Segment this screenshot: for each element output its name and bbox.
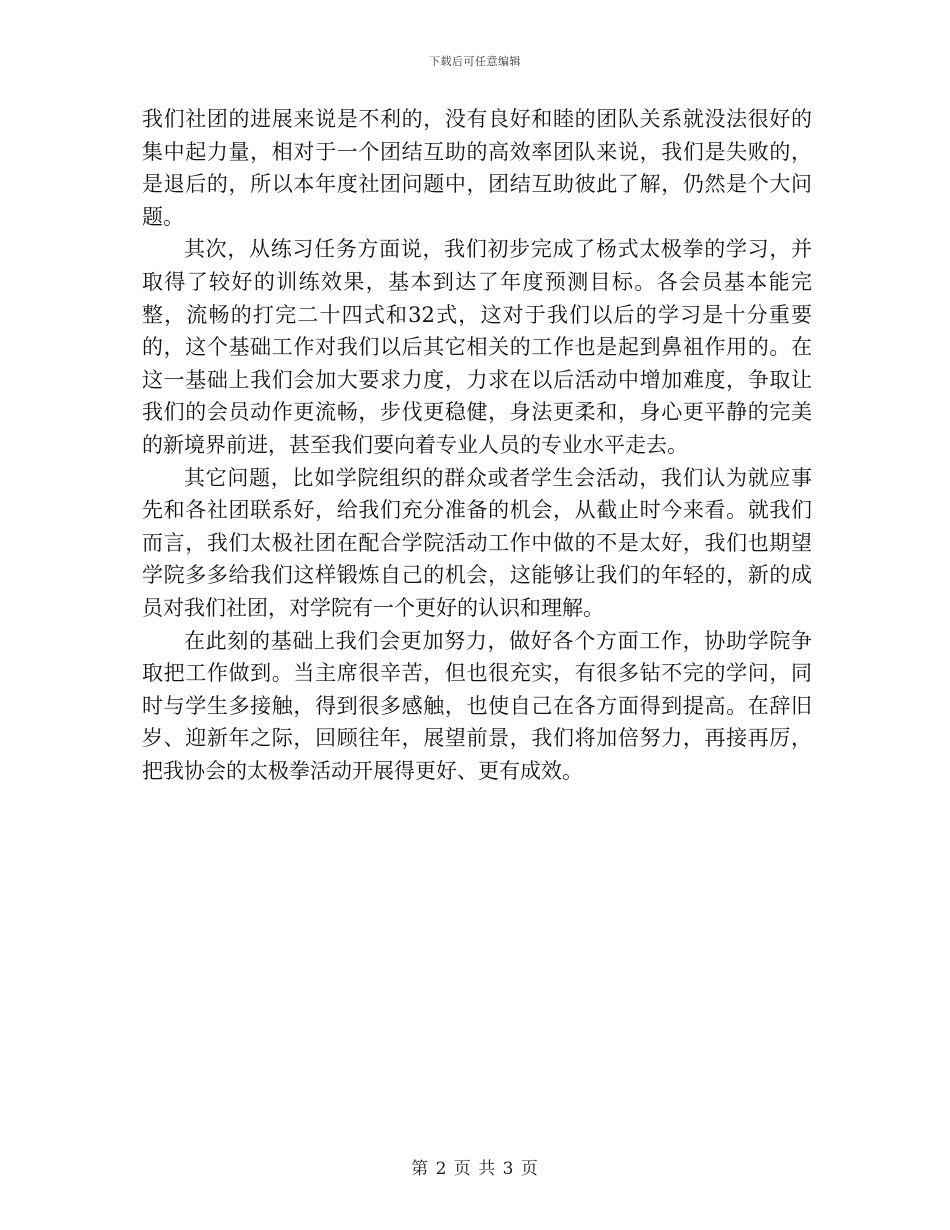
document-body — [142, 103, 812, 787]
paragraph-4: 在此刻的基础上我们会更加努力，做好各个方面工作，协助学院争取把工作做到。当主席很辛苦，但也很充实，有很多钻不完的学问，同时与学生多接触，得到很多感触，也使自己在各方面得到提高。在辞旧岁、迎新年之际，回顾往年，展望前景，我们将加倍努力，再接再厉，把我协会的太极拳活动开展得更好、更有成效。 — [142, 628, 812, 783]
paragraph-1: 我们社团的进展来说是不利的，没有良好和睦的团队关系就没法很好的集中起力量，相对于一个团结互助的高效率团队来说，我们是失败的，是退后的，所以本年度社团问题中，团结互助彼此了解，仍然是个大问题。 — [142, 107, 812, 229]
page-number: 第 2 页 共 3 页 — [411, 1159, 539, 1179]
paragraph-3: 其它问题，比如学院组织的群众或者学生会活动，我们认为就应事先和各社团联系好，给我们充分准备的机会，从截止时今来看。就我们而言，我们太极社团在配合学院活动工作中做的不是太好，我们也期望学院多多给我们这样锻炼自己的机会，这能够让我们的年轻的，新的成员对我们社团，对学院有一个更好的认识和理解。 — [142, 465, 812, 620]
page-header-note: 下载后可任意编辑 — [429, 55, 521, 68]
paragraph-2: 其次，从练习任务方面说，我们初步完成了杨式太极拳的学习，并取得了较好的训练效果，基本到达了年度预测目标。各会员基本能完整，流畅的打完二十四式和32式，这对于我们以后的学习是十分重要的，这个基础工作对我们以后其它相关的工作也是起到鼻祖作用的。在这一基础上我们会加大要求力度，力求在以后活动中增加难度，争取让我们的会员动作更流畅，步伐更稳健，身法更柔和，身心更平静的完美的新境界前进，甚至我们要向着专业人员的专业水平走去。 — [142, 237, 812, 457]
